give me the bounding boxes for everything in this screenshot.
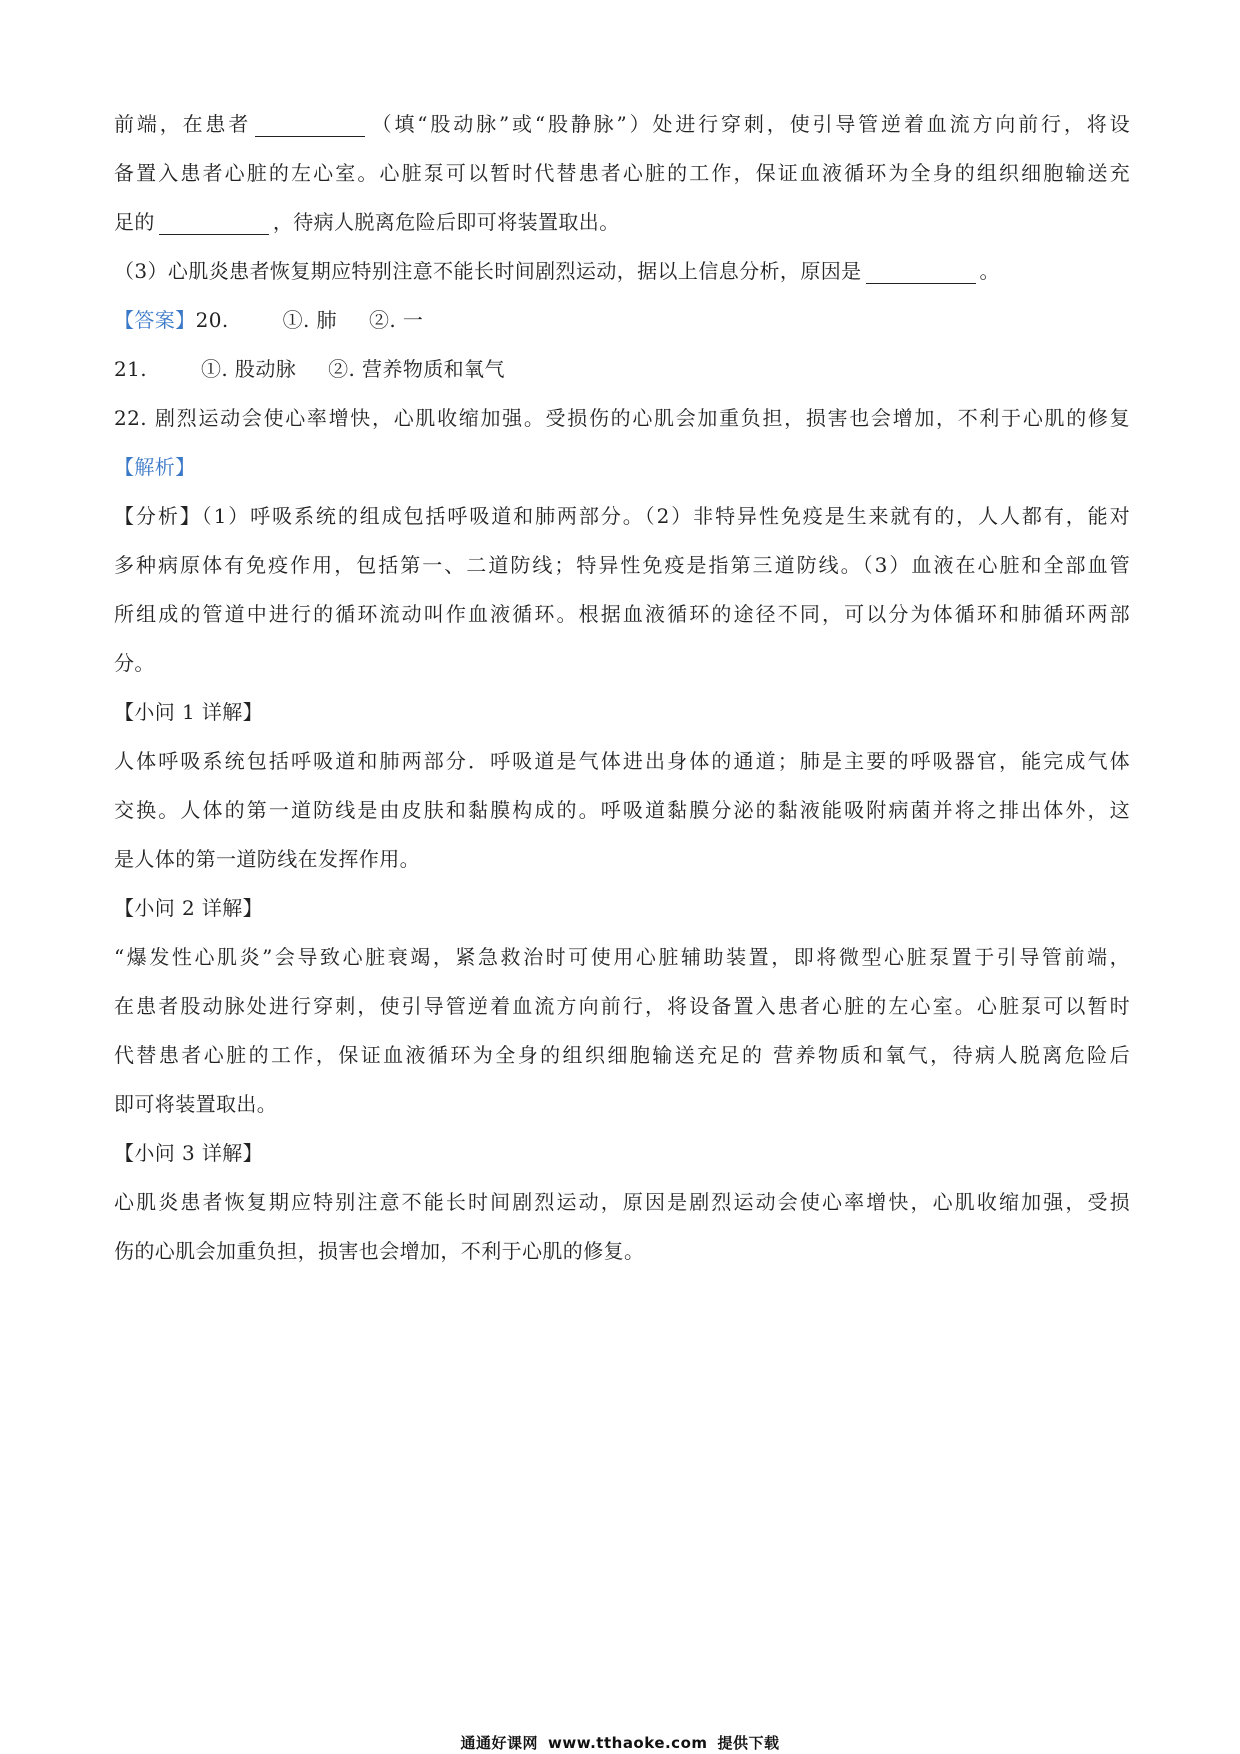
- q2-line3-text-before-blank: 足的: [114, 210, 155, 234]
- analysis-fenxi-line-4: 分。: [114, 651, 155, 675]
- q3-text: （3）心肌炎患者恢复期应特别注意不能长时间剧烈运动，据以上信息分析，原因是: [114, 259, 862, 283]
- answer-blank: [255, 114, 365, 137]
- q2-line3-text-after-blank: ，待病人脱离危险后即可将装置取出。: [272, 210, 620, 234]
- footer-site-link[interactable]: www.tthaoke.com: [547, 1734, 708, 1752]
- question-3: [114, 247, 1130, 296]
- analysis-fenxi-line-1: 【分析】（1）呼吸系统的组成包括呼吸道和肺两部分。（2）非特异性免疫是生来就有的，人人都有，能对: [114, 504, 1130, 528]
- answer-21: [114, 345, 1130, 394]
- sub-question-1-title: 【小问 1 详解】: [114, 700, 264, 724]
- question-2-line-2: 备置入患者心脏的左心室。心脏泵可以暂时代替患者心脏的工作，保证血液循环为全身的组织细胞输送充: [114, 161, 1130, 185]
- sub-question-2-line-4: 即可将装置取出。: [114, 1092, 278, 1116]
- question-2-line-3: [114, 198, 1130, 247]
- sub-question-2-title: 【小问 2 详解】: [114, 896, 264, 920]
- analysis-fenxi-line-3: 所组成的管道中进行的循环流动叫作血液循环。根据血液循环的途径不同，可以分为体循环和肺循环两部: [114, 602, 1130, 626]
- q2-text-after-blank: （填“股动脉”或“股静脉”）处进行穿刺，使引导管逆着血流方向前行，将设: [369, 112, 1130, 136]
- document-body: [114, 100, 1130, 1276]
- sub-question-2-line-1: “爆发性心肌炎”会导致心脏衰竭，紧急救治时可使用心脏辅助装置，即将微型心脏泵置于引导管前端，: [114, 945, 1130, 969]
- analysis-fenxi-line-2: 多种病原体有免疫作用，包括第一、二道防线；特异性免疫是指第三道防线。（3）血液在心脏和全部血管: [114, 553, 1130, 577]
- q3-end: 。: [979, 259, 1000, 283]
- sub-question-2-line-2: 在患者股动脉处进行穿刺，使引导管逆着血流方向前行，将设备置入患者心脏的左心室。心脏泵可以暂时: [114, 994, 1130, 1018]
- q2-text-before-blank: 前端，在患者: [114, 112, 252, 136]
- answer-blank: [159, 212, 269, 235]
- answer-blank: [866, 261, 976, 284]
- page-footer: [0, 1732, 1240, 1753]
- answer-21-part-1: ①. 股动脉: [201, 357, 297, 381]
- answer-20-part-1: ①. 肺: [282, 308, 337, 332]
- sub-question-1-line-1: 人体呼吸系统包括呼吸道和肺两部分．呼吸道是气体进出身体的通道；肺是主要的呼吸器官，能完成气体: [114, 749, 1130, 773]
- sub-question-1-line-3: 是人体的第一道防线在发挥作用。: [114, 847, 420, 871]
- sub-question-1-line-2: 交换。人体的第一道防线是由皮肤和黏膜构成的。呼吸道黏膜分泌的黏液能吸附病菌并将之排出体外，这: [114, 798, 1130, 822]
- sub-question-3-line-2: 伤的心肌会加重负担，损害也会增加，不利于心肌的修复。: [114, 1239, 645, 1263]
- answer-21-number: 21.: [114, 357, 148, 381]
- answer-20-number: 20.: [195, 308, 229, 332]
- answer-20: [114, 296, 1130, 345]
- sub-question-3-title: 【小问 3 详解】: [114, 1141, 264, 1165]
- answer-22: 22. 剧烈运动会使心率增快，心肌收缩加强。受损伤的心肌会加重负担，损害也会增加，不利于心肌的修复: [114, 406, 1130, 430]
- answer-label: 【答案】: [114, 308, 196, 332]
- analysis-label: 【解析】: [114, 455, 196, 479]
- footer-suffix: 提供下载: [717, 1734, 780, 1752]
- footer-brand: 通通好课网: [460, 1734, 538, 1752]
- answer-21-part-2: ②. 营养物质和氧气: [328, 357, 505, 381]
- sub-question-2-line-3: 代替患者心脏的工作，保证血液循环为全身的组织细胞输送充足的 营养物质和氧气，待病人脱离危险后: [114, 1043, 1130, 1067]
- answer-20-part-2: ②. 一: [368, 308, 424, 332]
- sub-question-3-line-1: 心肌炎患者恢复期应特别注意不能长时间剧烈运动，原因是剧烈运动会使心率增快，心肌收缩加强，受损: [114, 1190, 1130, 1214]
- question-2-line-1: [114, 100, 1130, 149]
